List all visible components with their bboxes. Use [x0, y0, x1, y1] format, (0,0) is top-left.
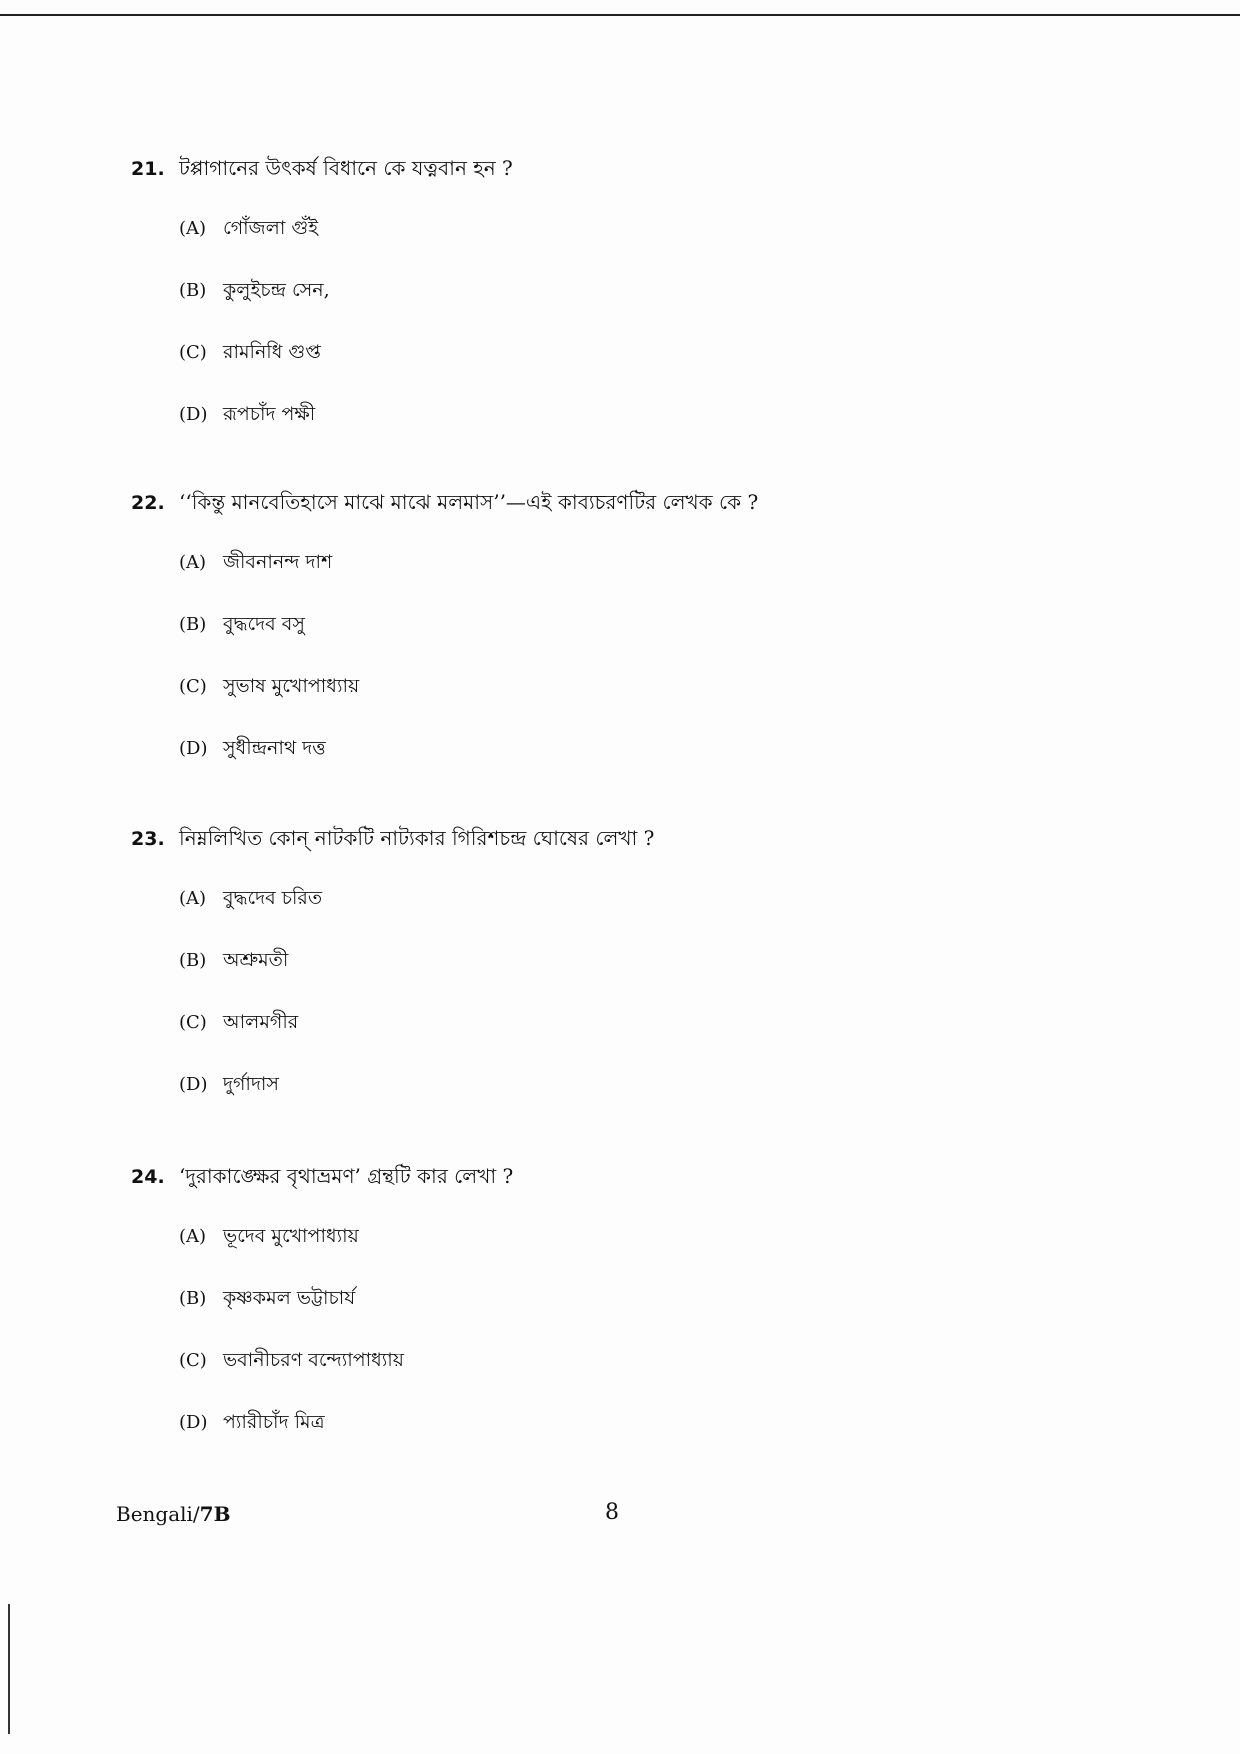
option-list	[131, 1222, 1131, 1470]
option-label: (A)	[179, 1226, 207, 1247]
option-text: আলমগীর	[223, 1011, 299, 1033]
question-text: টপ্পাগানের উৎকর্ষ বিধানে কে যত্নবান হন ?	[179, 156, 513, 180]
option-label: (B)	[179, 1288, 207, 1309]
question-24	[131, 1162, 1131, 1470]
question-21	[131, 154, 1131, 462]
option-label: (C)	[179, 676, 207, 697]
top-rule	[0, 14, 1240, 16]
option-text: প্যারীচাঁদ মিত্র	[223, 1411, 325, 1433]
option-b	[131, 276, 1131, 338]
option-text: কৃষ্ণকমল ভট্টাচার্য	[223, 1287, 356, 1309]
option-text: বুদ্ধদেব চরিত	[223, 887, 323, 909]
option-d	[131, 734, 1131, 796]
question-number: 21.	[131, 158, 165, 180]
option-label: (C)	[179, 1350, 207, 1371]
option-label: (A)	[179, 552, 207, 573]
option-label: (D)	[179, 1412, 208, 1433]
option-text: ভূদেব মুখোপাধ্যায়	[223, 1225, 359, 1247]
option-text: সুভাষ মুখোপাধ্যায়	[223, 675, 360, 697]
option-label: (C)	[179, 1012, 207, 1033]
option-a	[131, 884, 1131, 946]
option-d	[131, 1070, 1131, 1132]
question-number: 23.	[131, 828, 165, 850]
option-label: (B)	[179, 280, 207, 301]
option-a	[131, 214, 1131, 276]
option-d	[131, 400, 1131, 462]
option-c	[131, 1346, 1131, 1408]
option-label: (D)	[179, 404, 208, 425]
option-text: অশ্রুমতী	[223, 949, 289, 971]
booklet-code: 7B	[199, 1502, 231, 1526]
option-b	[131, 610, 1131, 672]
subject-name: Bengali/	[116, 1502, 200, 1526]
option-c	[131, 672, 1131, 734]
question-22	[131, 488, 1131, 796]
option-label: (C)	[179, 342, 207, 363]
option-text: ভবানীচরণ বন্দ্যোপাধ্যায়	[223, 1349, 404, 1371]
option-label: (B)	[179, 950, 207, 971]
option-a	[131, 1222, 1131, 1284]
question-number: 24.	[131, 1166, 165, 1188]
question-23	[131, 824, 1131, 1132]
option-label: (D)	[179, 738, 208, 759]
option-a	[131, 548, 1131, 610]
option-d	[131, 1408, 1131, 1470]
question-number: 22.	[131, 492, 165, 514]
option-text: কুলুইচন্দ্র সেন,	[223, 279, 330, 301]
option-list	[131, 548, 1131, 796]
paper-code	[116, 1502, 231, 1526]
option-text: বুদ্ধদেব বসু	[223, 613, 305, 635]
option-list	[131, 214, 1131, 462]
left-margin-rule	[8, 1604, 10, 1734]
question-text: নিম্নলিখিত কোন্‌ নাটকটি নাট্যকার গিরিশচন্দ্র ঘোষের লেখা ?	[179, 826, 655, 850]
option-text: রামনিধি গুপ্ত	[223, 341, 321, 363]
option-b	[131, 1284, 1131, 1346]
page-number: 8	[605, 1500, 619, 1525]
option-label: (A)	[179, 888, 207, 909]
option-c	[131, 338, 1131, 400]
option-list	[131, 884, 1131, 1132]
question-text: ‘দুরাকাঙ্ক্ষের বৃথাভ্রমণ’ গ্রন্থটি কার লেখা ?	[179, 1164, 514, 1188]
option-text: রূপচাঁদ পক্ষী	[223, 403, 316, 425]
option-b	[131, 946, 1131, 1008]
option-label: (B)	[179, 614, 207, 635]
option-label: (A)	[179, 218, 207, 239]
question-text: ‘‘কিন্তু মানবেতিহাসে মাঝে মাঝে মলমাস’’—এই কাব্যচরণটির লেখক কে ?	[179, 490, 759, 514]
option-text: জীবনানন্দ দাশ	[223, 551, 333, 573]
option-text: গোঁজলা গুঁই	[223, 217, 319, 239]
option-text: দুর্গাদাস	[223, 1073, 279, 1095]
option-label: (D)	[179, 1074, 208, 1095]
option-text: সুধীন্দ্রনাথ দত্ত	[223, 737, 326, 759]
option-c	[131, 1008, 1131, 1070]
